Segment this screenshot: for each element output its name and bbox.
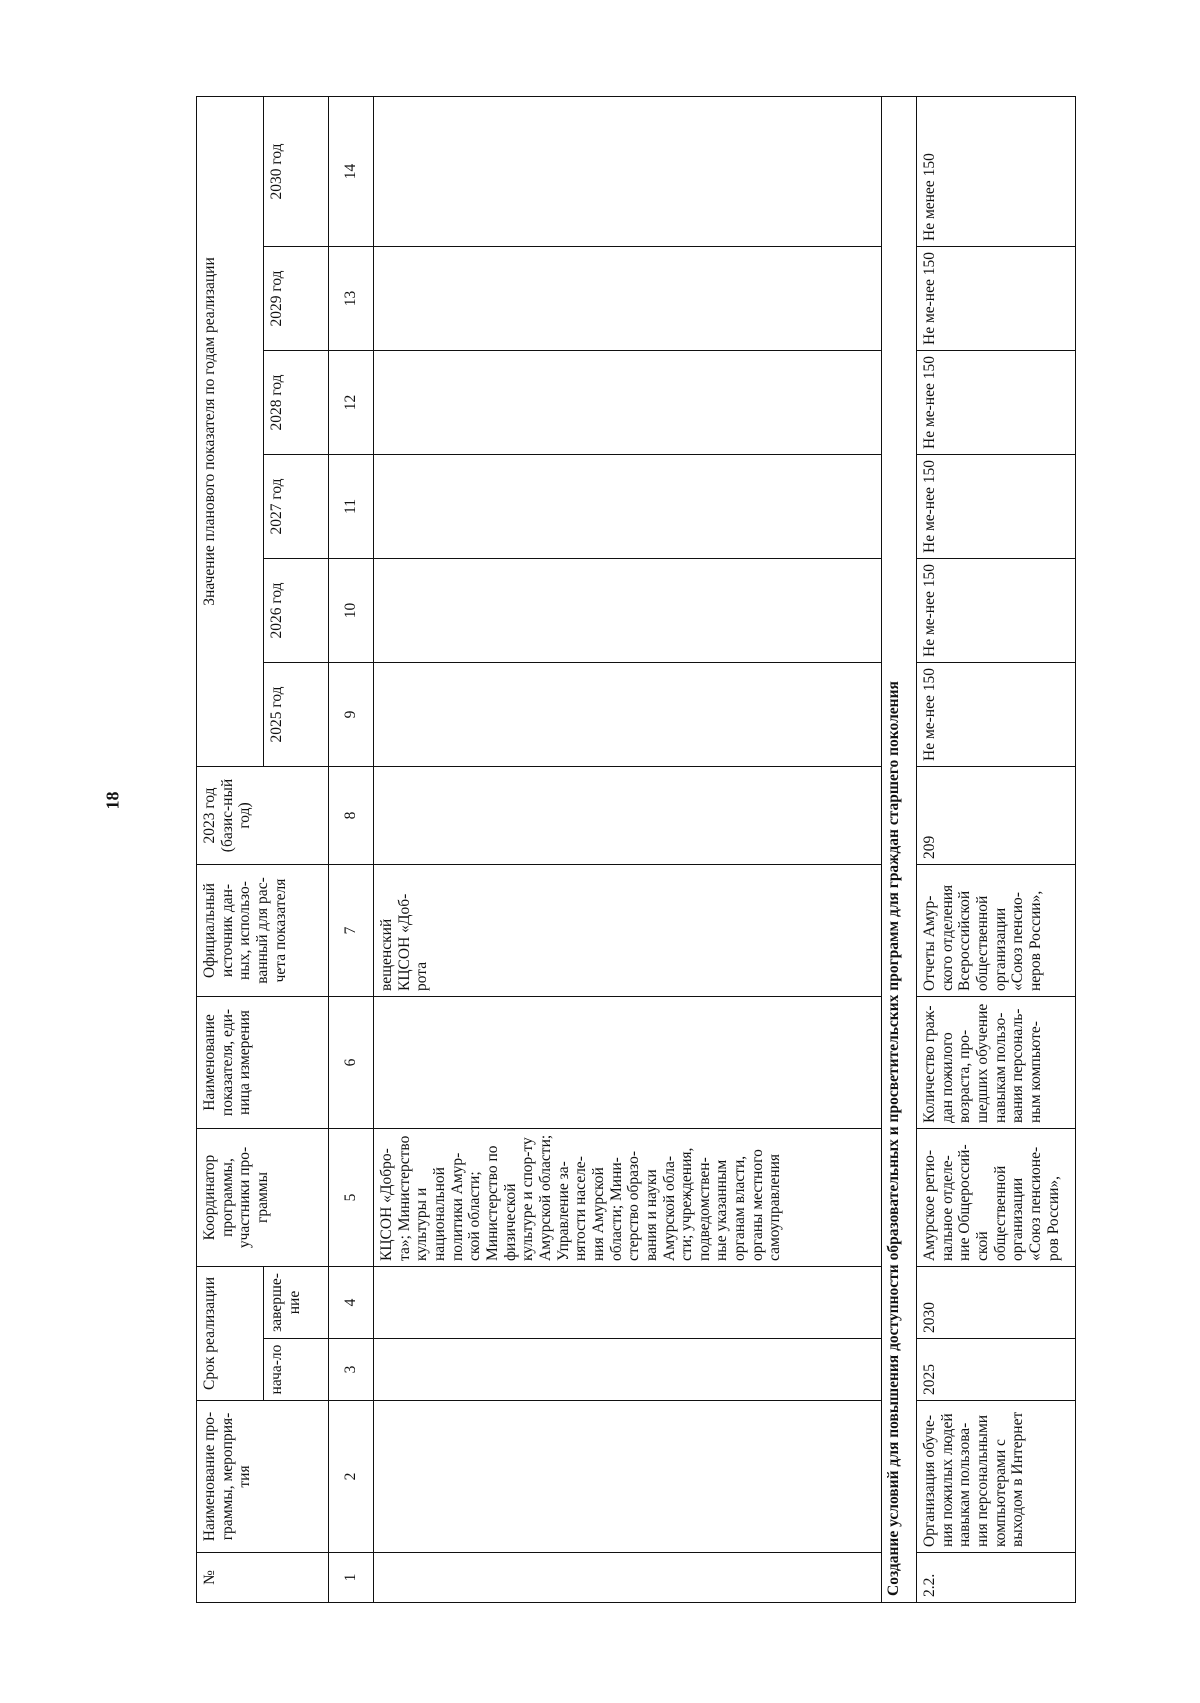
- col-number: 13: [329, 247, 374, 351]
- col-number: 2: [329, 1401, 374, 1553]
- col-number: 14: [329, 96, 374, 246]
- header-coordinator: Координатор программы, участники про-граммы: [197, 1129, 329, 1267]
- source-cell: вещенский КЦСОН «Доб-рота: [374, 865, 882, 997]
- header-plan-values: Значение планового показателя по годам реализации: [197, 96, 264, 766]
- program-indicators-table: [196, 96, 1076, 1603]
- col-number: 7: [329, 865, 374, 997]
- page-number: 18: [102, 791, 123, 810]
- cell-empty: [374, 96, 882, 246]
- coordinator-cell: КЦСОН «Добро-та»; Министерство культуры и национальной политики Амур-ской области; Министерство по физической культуре и спор-ту Амурской области; Управление за-нятости населе-ния Амурской области; Мини-стерство образо-вания и науки Амурской обла-сти; учреждения, подведомствен-ные указанным органам власти, органы местного самоуправления: [374, 1129, 882, 1267]
- header-start: нача-ло: [264, 1339, 329, 1401]
- start-year: 2025: [917, 1339, 1076, 1401]
- section-row: [882, 96, 917, 1602]
- header-year-2028: 2028 год: [264, 351, 329, 455]
- plan-value-2027: Не ме-нее 150: [917, 455, 1076, 559]
- header-year-2026: 2026 год: [264, 559, 329, 663]
- header-period: Срок реализации: [197, 1267, 264, 1401]
- cell-empty: [374, 663, 882, 767]
- header-indicator: Наименование показателя, еди-ница измерения: [197, 997, 329, 1129]
- col-number: 3: [329, 1339, 374, 1401]
- cell-empty: [374, 455, 882, 559]
- col-number: 1: [329, 1553, 374, 1603]
- row-number: 2.2.: [917, 1553, 1076, 1603]
- section-title: Создание условий для повышения доступности образовательных и просветительских программ для граждан старшего поколения: [882, 96, 917, 1602]
- cell-empty: [374, 767, 882, 865]
- plan-value-2030: Не менее 150: [917, 96, 1076, 246]
- end-year: 2030: [917, 1267, 1076, 1339]
- source-cell: Отчеты Амур-ского отделения Всероссийской общественной организации «Союз пенсио-неров России»,: [917, 865, 1076, 997]
- header-year-2027: 2027 год: [264, 455, 329, 559]
- header-base-year: 2023 год (базис-ный год): [197, 767, 329, 865]
- cell-empty: [374, 1553, 882, 1603]
- cell-empty: [374, 1339, 882, 1401]
- plan-value-2026: Не ме-нее 150: [917, 559, 1076, 663]
- cell-empty: [374, 1401, 882, 1553]
- header-end: заверше-ние: [264, 1267, 329, 1339]
- col-number: 5: [329, 1129, 374, 1267]
- activity-name: Организация обуче-ния пожилых людей навыкам пользова-ния персональными компьютерами с выходом в Интернет: [917, 1401, 1076, 1553]
- header-year-2025: 2025 год: [264, 663, 329, 767]
- cell-empty: [374, 1267, 882, 1339]
- plan-value-2029: Не ме-нее 150: [917, 247, 1076, 351]
- header-source: Официальный источник дан-ных, использо-ванный для рас-чета показателя: [197, 865, 329, 997]
- coordinator-cell: Амурское регио-нальное отделе-ние Общероссий-ской общественной организации «Союз пенсионе-ров России»,: [917, 1129, 1076, 1267]
- cell-empty: [374, 559, 882, 663]
- col-number: 8: [329, 767, 374, 865]
- base-value: 209: [917, 767, 1076, 865]
- table-row-2-2: [917, 96, 1076, 1602]
- plan-value-2025: Не ме-нее 150: [917, 663, 1076, 767]
- indicator-cell: Количество граж-дан пожилого возраста, про-шедших обучение навыкам пользо-вания персональ-ным компьюте-: [917, 997, 1076, 1129]
- col-number: 12: [329, 351, 374, 455]
- header-row-1: [197, 96, 264, 1602]
- header-year-2030: 2030 год: [264, 96, 329, 246]
- col-number: 6: [329, 997, 374, 1129]
- col-number: 11: [329, 455, 374, 559]
- header-program-name: Наименование про-граммы, мероприя-тия: [197, 1401, 329, 1553]
- header-year-2029: 2029 год: [264, 247, 329, 351]
- column-number-row: [329, 96, 374, 1602]
- col-number: 9: [329, 663, 374, 767]
- rotated-table-frame: [196, 97, 1076, 1603]
- col-number: 4: [329, 1267, 374, 1339]
- continuation-row: [374, 96, 882, 1602]
- plan-value-2028: Не ме-нее 150: [917, 351, 1076, 455]
- cell-empty: [374, 351, 882, 455]
- header-num: №: [197, 1553, 329, 1603]
- cell-empty: [374, 997, 882, 1129]
- col-number: 10: [329, 559, 374, 663]
- cell-empty: [374, 247, 882, 351]
